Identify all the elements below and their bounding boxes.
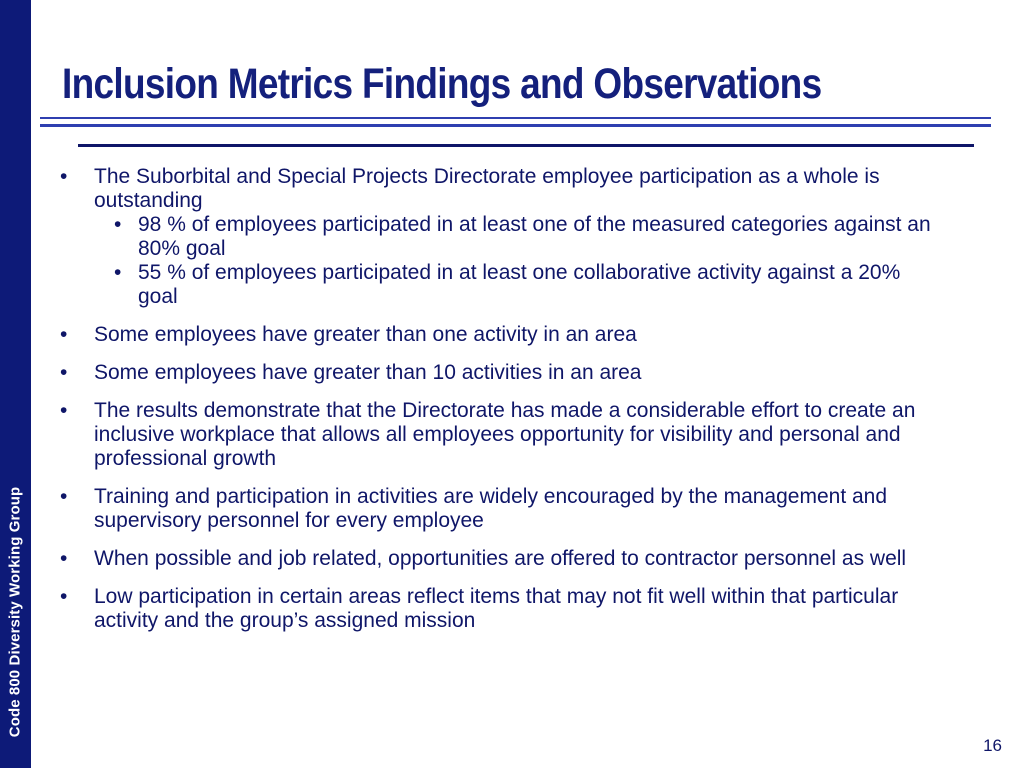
sub-bullet-text: 55 % of employees participated in at least one collaborative activity against a 20% goal	[138, 261, 901, 308]
bullet-text: The results demonstrate that the Directorate has made a considerable effort to create an inclusive workplace that allows all employees opportunity for visibility and personal and professional growth	[94, 399, 916, 470]
bullet-text: Some employees have greater than 10 activities in an area	[94, 361, 642, 384]
sub-bullet-text: 98 % of employees participated in at least one of the measured categories against an 80% goal	[138, 213, 931, 260]
bullet-list	[60, 165, 940, 647]
bullet-dot: •	[60, 323, 68, 346]
sub-bullet-dot: •	[114, 213, 122, 236]
bullet-dot: •	[60, 485, 68, 508]
bullet-text: When possible and job related, opportunities are offered to contractor personnel as well	[94, 547, 907, 570]
sub-bullet-item	[94, 261, 940, 309]
bullet-item	[60, 323, 940, 347]
bullet-item	[60, 361, 940, 385]
title-rule-top	[40, 117, 991, 119]
bullet-item	[60, 547, 940, 571]
side-bar	[0, 0, 31, 768]
title-rule-middle	[40, 124, 991, 127]
bullet-dot: •	[60, 399, 68, 422]
bullet-dot: •	[60, 547, 68, 570]
bullet-dot: •	[60, 165, 68, 188]
side-label: Code 800 Diversity Working Group	[6, 486, 24, 738]
page-number: 16	[983, 736, 1002, 755]
bullet-item	[60, 165, 940, 309]
bullet-text: Training and participation in activities are widely encouraged by the management and supervisory personnel for every employee	[94, 485, 888, 532]
slide-title: Inclusion Metrics Findings and Observations	[62, 60, 822, 108]
bullet-text: Low participation in certain areas reflect items that may not fit well within that particular activity and the group’s assigned mission	[94, 585, 899, 632]
bullet-item	[60, 399, 940, 471]
bullet-dot: •	[60, 361, 68, 384]
bullet-item	[60, 585, 940, 633]
sub-bullet-dot: •	[114, 261, 122, 284]
bullet-text: The Suborbital and Special Projects Directorate employee participation as a whole is outstanding	[94, 165, 880, 212]
bullet-dot: •	[60, 585, 68, 608]
sub-bullet-list	[94, 213, 940, 309]
bullet-text: Some employees have greater than one activity in an area	[94, 323, 637, 346]
title-rule-bottom	[78, 144, 974, 147]
sub-bullet-item	[94, 213, 940, 261]
bullet-item	[60, 485, 940, 533]
